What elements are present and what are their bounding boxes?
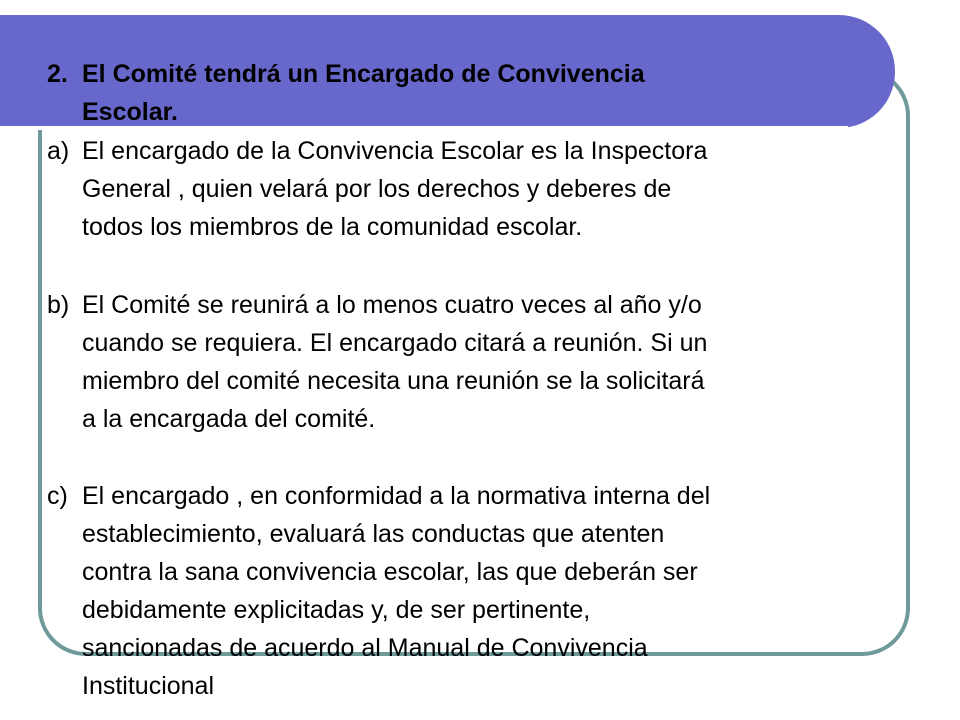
- item-c-marker: c): [47, 482, 68, 510]
- title-number: 2.: [47, 60, 68, 88]
- item-a-line-3: todos los miembros de la comunidad escolar.: [82, 213, 583, 241]
- item-b-line-2: cuando se requiera. El encargado citará a reunión. Si un: [82, 329, 708, 357]
- item-a-marker: a): [47, 137, 70, 165]
- item-b-line-3: miembro del comité necesita una reunión se la solicitará: [82, 367, 705, 395]
- item-c-line-2: establecimiento, evaluará las conductas que atenten: [82, 520, 665, 548]
- item-c-line-3: contra la sana convivencia escolar, las que deberán ser: [82, 558, 698, 586]
- title-line-2: Escolar.: [82, 98, 178, 126]
- item-b-line-4: a la encargada del comité.: [82, 405, 376, 433]
- item-c-line-4: debidamente explicitadas y, de ser pertinente,: [82, 596, 591, 624]
- item-b-line-1: El Comité se reunirá a lo menos cuatro veces al año y/o: [82, 291, 702, 319]
- item-a-line-1: El encargado de la Convivencia Escolar es la Inspectora: [82, 137, 708, 165]
- item-c-line-1: El encargado , en conformidad a la normativa interna del: [82, 482, 711, 510]
- item-b-marker: b): [47, 291, 70, 319]
- item-c-line-5: sancionadas de acuerdo al Manual de Convivencia: [82, 634, 648, 662]
- title-line-1: El Comité tendrá un Encargado de Convivencia: [82, 60, 645, 88]
- item-c-line-6: Institucional: [82, 672, 215, 700]
- item-a-line-2: General , quien velará por los derechos y deberes de: [82, 175, 672, 203]
